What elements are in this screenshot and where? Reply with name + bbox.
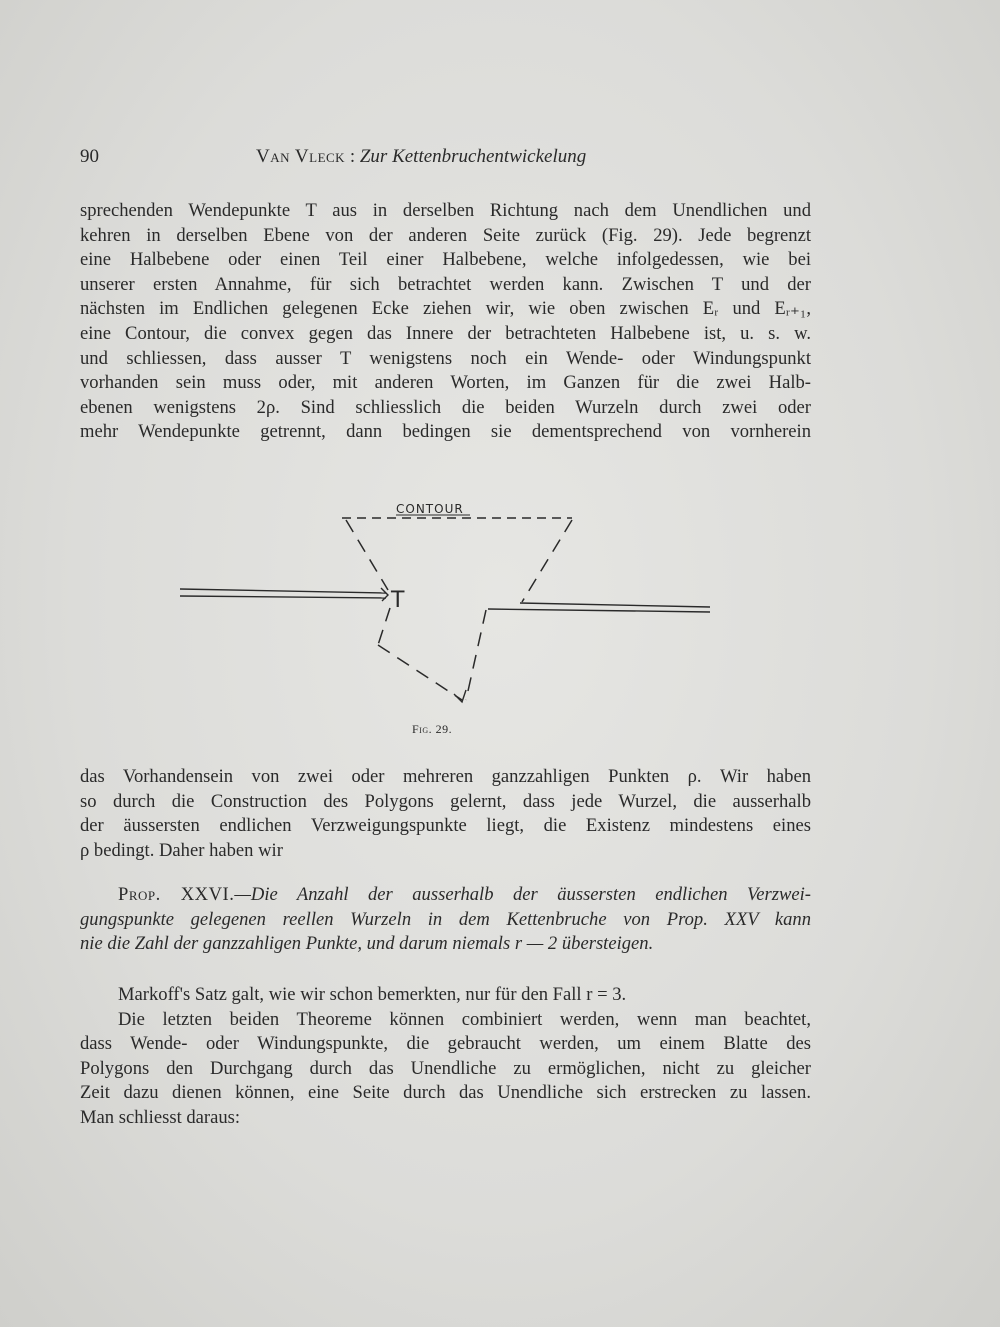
running-title [256,146,586,168]
point-t-label: T [391,588,405,613]
text-line: unserer ersten Annahme, für sich betrachtet werden kann. Zwischen T und der [80,273,811,295]
text-line: und schliessen, dass ausser T wenigstens noch ein Wende- oder Windungspunkt [80,347,811,369]
proposition-text: —Die Anzahl der ausserhalb der äussersten endlichen Verzwei- [234,884,811,905]
figure-caption: Fig. 29. [412,722,453,736]
arrowhead-at-t [381,588,388,601]
lower-vertex-mark [454,690,466,702]
right-double-line-upper [520,603,710,607]
paragraph-3 [80,983,811,1131]
paragraph-1 [80,199,811,445]
text-line: nie die Zahl der ganzzahligen Punkte, und darum niemals r — 2 übersteigen. [80,933,654,955]
text-line: der äussersten endlichen Verzweigungspunkte liegt, die Existenz mindestens eines [80,815,811,837]
text-line: Die letzten beiden Theoreme können combiniert werden, wenn man beachtet, [118,1008,811,1030]
text-line: ρ bedingt. Daher haben wir [80,839,283,861]
text-line: eine Contour, die convex gegen das Innere der betrachteten Halbebene ist, u. s. w. [80,322,811,344]
text-line: das Vorhandensein von zwei oder mehreren ganzzahligen Punkten ρ. Wir haben [80,766,811,787]
right-double-line-lower [488,609,710,612]
contour-label: CONTOUR [396,502,464,516]
text-line [80,883,811,908]
text-line: Zeit dazu dienen können, eine Seite durch das Unendliche sich erstrecken zu lassen. [80,1082,811,1104]
text-line: Polygons den Durchgang durch das Unendliche zu ermöglichen, nicht zu gleicher [80,1057,811,1079]
lower-left-dashed-line [378,608,390,645]
text-line: sprechenden Wendepunkte T aus in derselben Richtung nach dem Unendlichen und [80,200,811,221]
text-line: mehr Wendepunkte getrennt, dann bedingen sie dementsprechend von vornherein [80,421,811,443]
left-double-line-lower [180,596,386,598]
article-title: Zur Kettenbruchentwickelung [359,146,587,167]
contour-left-dashed-line [346,520,388,590]
contour-right-dashed-line [522,520,572,602]
proposition-xxvi [80,883,811,957]
author-name: Van Vleck [256,146,346,167]
text-line: so durch die Construction des Polygons gelernt, dass jede Wurzel, die ausserhalb [80,790,811,812]
proposition-label: Prop. XXVI. [118,884,235,905]
text-line: kehren in derselben Ebene von der anderen Seite zurück (Fig. 29). Jede begrenzt [80,224,811,246]
lower-right-dashed-line [466,610,486,700]
text-line: Markoff's Satz galt, wie wir schon bemerkten, nur für den Fall r = 3. [118,984,627,1005]
page-number: 90 [80,146,99,167]
header-separator: : [345,146,360,167]
text-line: eine Halbebene oder einen Teil einer Halbebene, welche infolgedessen, wie bei [80,249,811,271]
text-line: ebenen wenigstens 2ρ. Sind schliesslich die beiden Wurzeln durch zwei oder [80,396,811,418]
text-line: nächsten im Endlichen gelegenen Ecke ziehen wir, wie oben zwischen Eᵣ und Eᵣ₊₁, [80,298,811,320]
text-line: Man schliesst daraus: [80,1106,241,1128]
text-line: gungspunkte gelegenen reellen Wurzeln in dem Kettenbruche von Prop. XXV kann [80,908,811,930]
paragraph-2 [80,765,811,863]
figure-29-diagram [170,490,730,750]
running-header [80,146,780,170]
lower-middle-dashed-line [378,645,462,700]
text-line: vorhanden sein muss oder, mit anderen Worten, im Ganzen für die zwei Halb- [80,372,811,394]
left-double-line-upper [180,589,386,593]
text-line: dass Wende- oder Windungspunkte, die gebraucht werden, um einem Blatte des [80,1033,811,1055]
